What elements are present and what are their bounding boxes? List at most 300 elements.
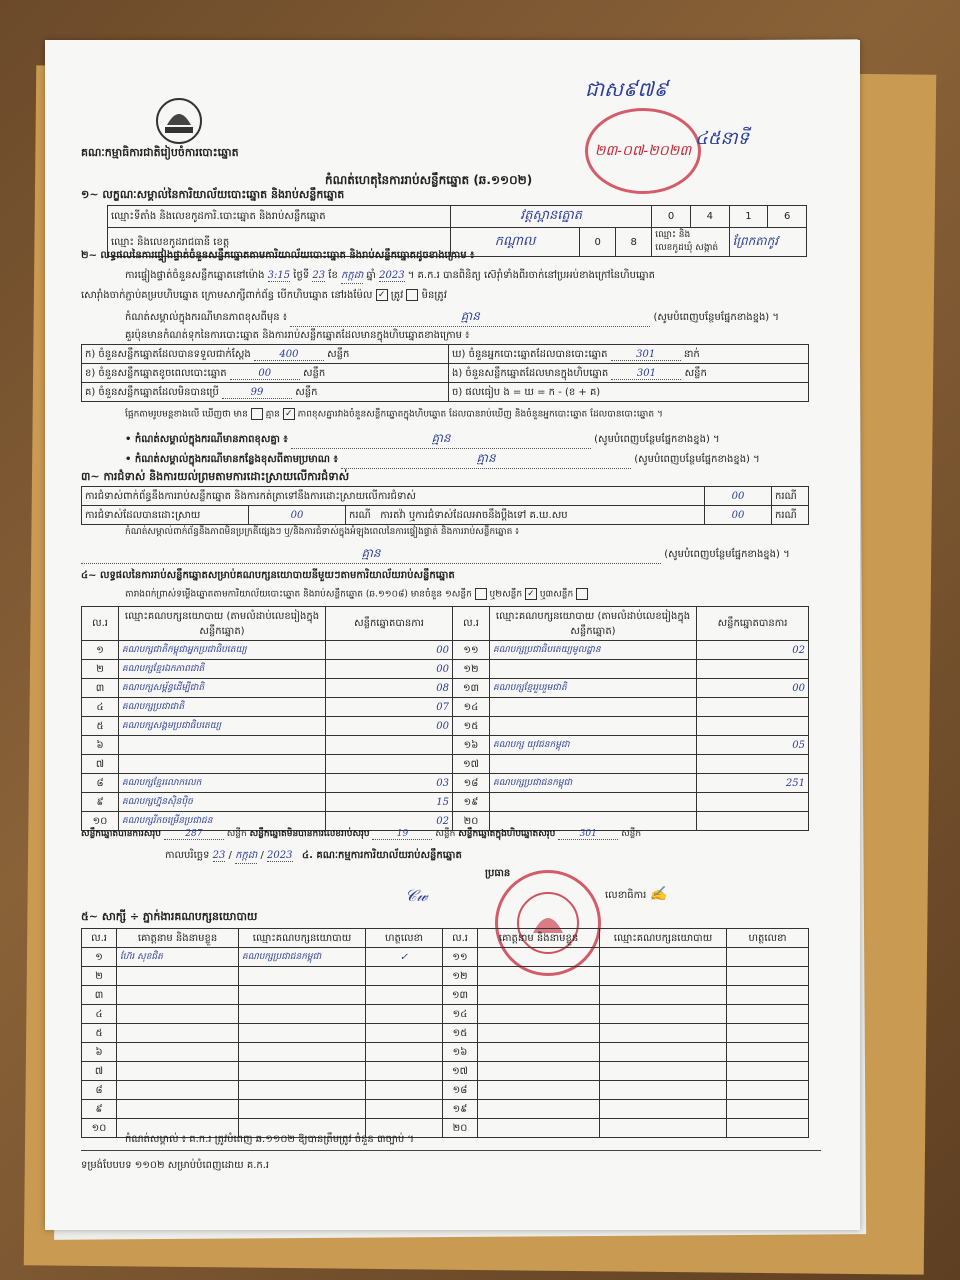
result-votes: 02	[326, 812, 453, 831]
w-col-name: គោត្តនាម និងនាមខ្លួន	[117, 929, 239, 948]
result-party: គណបក្សខ្មែរលោកលេក	[119, 774, 326, 793]
section5-heading: ៥~ សាក្សី ÷ ភ្នាក់ងារគណបក្សនយោបាយ	[81, 910, 258, 923]
witness-party	[600, 1005, 727, 1024]
count-label: ច) ផលធៀប ង = ឃ = ក - (ខ + គ)	[452, 386, 601, 398]
result-party: គណបក្សខ្មែររួបរួមជាតិ	[490, 679, 697, 698]
result-votes: 03	[326, 774, 453, 793]
col-party: ឈ្មោះគណបក្សនយោបាយ (តាមលំដាប់លេខរៀងក្នុងសន្លឹកឆ្នោត)	[119, 607, 326, 641]
witness-name	[117, 1043, 239, 1062]
result-no: ៨	[82, 774, 119, 793]
result-party: គណបក្សប្រជាធិបតេយ្យមូលដ្ឋាន	[490, 641, 697, 660]
result-no: ៤	[82, 698, 119, 717]
secretary-line	[605, 886, 667, 903]
result-party: គណបក្ស យុវជនកម្ពុជា	[490, 736, 697, 755]
day-label: ថ្ងៃទី	[293, 270, 310, 281]
resolved-label: ការជំទាស់ដែលបានដោះស្រាយ	[82, 506, 249, 525]
date-label: កាលបរិច្ឆេទ	[165, 850, 210, 861]
result-party	[490, 660, 697, 679]
code-digit: 1	[729, 206, 768, 228]
result-no: ២០	[453, 812, 490, 831]
witness-signature	[366, 1062, 443, 1081]
w-col-sig: ហត្ថលេខា	[366, 929, 443, 948]
witness-no: ៩	[82, 1100, 117, 1119]
code-digit: 6	[768, 206, 807, 228]
committee-name: គណៈកម្មាធិការជាតិរៀបចំការបោះឆ្នោត	[81, 146, 239, 159]
secretary-label: លេខាធិការ	[605, 890, 647, 901]
result-party: គណបក្សជាតិកម្ពុជាអ្នកប្រជាធិបតេយ្យ	[119, 641, 326, 660]
objections-unit: ករណី	[772, 487, 809, 506]
totals-line	[81, 828, 641, 841]
witness-party	[600, 1100, 727, 1119]
bullet1-label: • កំណត់សម្គាល់ក្នុងករណីមានភាពខុសគ្នា ៖	[125, 434, 288, 445]
bullet2-hint: (សូមបំពេញបន្ថែមផ្នែកខាងខ្នង) ។	[634, 454, 760, 465]
witness-name	[117, 1024, 239, 1043]
witness-party	[600, 1119, 727, 1138]
province-label: ឈ្មោះ និងលេខកូដរាជធានី ខេត្ត	[108, 228, 451, 257]
col-no: ល.រ	[453, 607, 490, 641]
result-votes: 00	[697, 679, 809, 698]
result-row	[82, 793, 809, 812]
result-no: ១១	[453, 641, 490, 660]
witness-name	[478, 1062, 600, 1081]
date-month: កក្កដា	[235, 848, 257, 864]
witness-no: ៥	[82, 1024, 117, 1043]
witness-no: ១	[82, 948, 117, 967]
col-party: ឈ្មោះគណបក្សនយោបាយ (តាមលំដាប់លេខរៀងក្នុងសន្លឹកឆ្នោត)	[490, 607, 697, 641]
result-votes: 02	[697, 641, 809, 660]
location-value: វត្តស្ពានត្នោត	[450, 206, 651, 228]
note-label: កំណត់សម្គាល់ក្នុងករណីមានភាពខុសពីមុន ៖	[125, 312, 288, 323]
count-left	[82, 345, 449, 364]
count-value: 400	[254, 349, 324, 361]
witness-name	[117, 1100, 239, 1119]
witness-party	[239, 1081, 366, 1100]
result-party	[490, 717, 697, 736]
appeal-label: ការតវ៉ា ឬការជំទាស់ដែលអាចនឹងប្តឹងទៅ គ.ឃ.សប	[380, 509, 568, 521]
witness-party	[600, 1081, 727, 1100]
witness-signature	[366, 1043, 443, 1062]
count-value: 99	[222, 387, 292, 399]
witness-no: ២០	[443, 1119, 478, 1138]
sheets-text: តារាងពក់ព្រាស់ទម្លើងឆ្នោតតាមការិយាល័យបោះឆ្នោត និងរាប់សន្លឹកឆ្នោត (ឆ.១១០៨) មានចំនួន ១សន្លឹក	[125, 589, 472, 600]
sheets2-label: ឬ២សន្លឹក	[489, 589, 523, 600]
result-votes	[326, 736, 453, 755]
appeal-cell	[346, 506, 705, 525]
witness-party	[239, 967, 366, 986]
result-party: គណបក្សប្រជាជាតិ	[119, 698, 326, 717]
witness-table	[81, 928, 809, 1138]
commune-label: ឈ្មោះ និងលេខកូដឃុំ សង្កាត់	[652, 228, 729, 257]
witness-no: ៨	[82, 1081, 117, 1100]
received-stamp: ២៣-០៧-២០២៣	[585, 108, 701, 194]
result-votes: 07	[326, 698, 453, 717]
count-unit: សន្លឹក	[327, 348, 350, 360]
witness-party	[600, 948, 727, 967]
witness-no: ១៤	[443, 1005, 478, 1024]
yes-label: ត្រូវ	[390, 290, 404, 301]
witness-party: គណបក្សប្រជាជនកម្ពុជា	[239, 948, 366, 967]
witness-row	[82, 1024, 809, 1043]
result-no: ១៣	[453, 679, 490, 698]
witness-row	[82, 1100, 809, 1119]
result-no: ១២	[453, 660, 490, 679]
witness-no: ៧	[82, 1062, 117, 1081]
count-left	[82, 383, 449, 402]
witness-no: ១៦	[443, 1043, 478, 1062]
w-col-no: ល.រ	[443, 929, 478, 948]
verify-text: ការផ្ទៀងផ្ទាត់ចំនួនសន្លឹកឆ្នោតនៅម៉ោង	[125, 270, 265, 281]
witness-name	[117, 967, 239, 986]
yes-checkbox[interactable]: ✓	[376, 289, 388, 301]
verify-year: 2023	[379, 270, 405, 281]
result-no: ១	[82, 641, 119, 660]
resolved-value: 00	[249, 506, 346, 525]
result-row	[82, 660, 809, 679]
witness-name	[478, 1024, 600, 1043]
witness-party	[600, 986, 727, 1005]
witness-signature	[727, 1062, 809, 1081]
discrepancy-line	[125, 408, 663, 422]
witness-name	[478, 948, 600, 967]
footnote: កំណត់សម្គាល់ ៖ គ.ក.រ ត្រូវបំពេញ ឆ.១១០២ ឱ្យបានត្រឹមត្រូវ ចំនួន ៣ច្បាប់ ។	[125, 1134, 414, 1145]
total-box-unit: សន្លឹក	[621, 829, 642, 839]
seal-text: សោរ៉ាំងចាក់ភ្ជាប់គម្របហិបឆ្នោត ក្រោមសាក្សីពាក់ព័ន្ធ បើកហិបឆ្នោត នៅរងម៉ែល	[81, 290, 373, 301]
result-votes	[697, 755, 809, 774]
witness-signature	[366, 1005, 443, 1024]
bullet2-label: • កំណត់សម្គាល់ក្នុងករណីមានកន្លែងខុសពីតាមប្រមាណ ៖	[125, 454, 338, 465]
no-checkbox[interactable]	[406, 289, 418, 301]
result-no: ១៧	[453, 755, 490, 774]
result-no: ១៥	[453, 717, 490, 736]
witness-name	[117, 1062, 239, 1081]
witness-no: ២	[82, 967, 117, 986]
count-row	[82, 345, 809, 364]
witness-row	[82, 1081, 809, 1100]
result-party: គណបក្សប្រជាជនកម្ពុជា	[490, 774, 697, 793]
witness-row	[82, 986, 809, 1005]
bullet2-line	[125, 450, 760, 469]
results-table	[81, 606, 809, 831]
result-row	[82, 717, 809, 736]
witness-party	[600, 1062, 727, 1081]
result-no: ៧	[82, 755, 119, 774]
section1-heading: ១~ លក្ខណៈសម្គាល់នៃការិយាល័យបោះឆ្នោត និងរាប់សន្លឹកឆ្នោត	[81, 188, 345, 201]
committee-sig-label: ៤. គណៈកម្មការការិយាល័យរាប់សន្លឹកឆ្នោត	[302, 850, 462, 861]
counts-table	[81, 344, 809, 402]
result-row	[82, 679, 809, 698]
w-col-no: ល.រ	[82, 929, 117, 948]
result-party: គណបក្សហ្វ៊ុនស៊ិនប៉ិច	[119, 793, 326, 812]
col-votes: សន្លឹកឆ្នោតបានការ	[326, 607, 453, 641]
witness-signature	[366, 1100, 443, 1119]
result-party	[490, 755, 697, 774]
result-votes: 15	[326, 793, 453, 812]
witness-no: ១៨	[443, 1081, 478, 1100]
count-unit: សន្លឹក	[302, 367, 326, 379]
footer-divider	[81, 1150, 821, 1151]
section3-note-line	[81, 545, 790, 564]
count-row	[82, 364, 809, 383]
w-col-party: ឈ្មោះគណបក្សនយោបាយ	[239, 929, 366, 948]
section2-heading: ២~ លទ្ធផលនៃការផ្ទៀងផ្ទាត់ចំនួនសន្លឹកឆ្នោតតាមការិយាល័យបោះឆ្នោត និងរាប់សន្លឹកឆ្នោតដូចខាងក្រោម ៖	[81, 250, 475, 261]
date-year: 2023	[267, 850, 293, 861]
none-label: គ្មាន	[265, 409, 280, 420]
date-line: កាលបរិច្ឆេទ 23 / កក្កដា / 2023 ៤. គណៈកម្មការការិយាល័យរាប់សន្លឹកឆ្នោត	[165, 848, 462, 864]
bullet1-hint: (សូមបំពេញបន្ថែមផ្នែកខាងខ្នង) ។	[594, 434, 720, 445]
province-value: កណ្តាល	[450, 228, 579, 257]
emblem-icon	[153, 95, 205, 147]
sheets3-label: ឬ៣សន្លឹក	[539, 589, 574, 600]
count-label: ខ) ចំនួនសន្លឹកឆ្នោតខូចពេលបោះឆ្នោត	[85, 367, 227, 379]
witness-name	[117, 1081, 239, 1100]
count-right	[449, 345, 809, 364]
total-box-value: 301	[558, 829, 618, 840]
no-label: មិនត្រូវ	[421, 290, 447, 301]
col-no: ល.រ	[82, 607, 119, 641]
form-title: កំណត់ហេតុនៃការរាប់សន្លឹកឆ្នោត (ឆ.១១០២)	[325, 173, 533, 187]
chair-label: ប្រធាន	[485, 868, 511, 879]
witness-signature	[727, 986, 809, 1005]
witness-name	[478, 1100, 600, 1119]
witness-signature	[727, 967, 809, 986]
witness-signature: ✓	[366, 948, 443, 967]
none-checkbox[interactable]: ✓	[283, 408, 295, 420]
appeal-unit: ករណី	[772, 506, 809, 525]
result-votes	[697, 717, 809, 736]
result-no: ១០	[82, 812, 119, 831]
result-votes	[326, 755, 453, 774]
code-digit: 0	[652, 206, 691, 228]
witness-no: ១១	[443, 948, 478, 967]
witness-party	[239, 1062, 366, 1081]
witness-party	[600, 1024, 727, 1043]
sheets-line	[125, 588, 588, 602]
total-invalid-unit: សន្លឹក	[435, 829, 456, 839]
sheets2-checkbox[interactable]: ✓	[525, 588, 537, 600]
witness-no: ១៣	[443, 986, 478, 1005]
witness-no: ១៩	[443, 1100, 478, 1119]
result-row	[82, 736, 809, 755]
verification-line	[125, 268, 655, 284]
form-sheet	[45, 40, 860, 1230]
total-valid-label: សន្លឹកឆ្នោតបានការសរុប	[81, 829, 161, 839]
witness-party	[239, 1043, 366, 1062]
discrepancy-desc: ភាពខុសគ្នារវាងចំនួនសន្លឹកឆ្នោតក្នុងហិបឆ្នោត ដែលបានរាប់ឃើញ និងចំនួនអ្នកបោះឆ្នោត ដែលបានបោះឆ្នោត ។	[297, 409, 663, 420]
witness-signature	[727, 1100, 809, 1119]
count-unit: នាក់	[683, 348, 700, 360]
bullet1-value: គ្មាន	[291, 430, 591, 449]
witness-signature	[727, 1024, 809, 1043]
result-votes	[697, 812, 809, 831]
result-party	[119, 755, 326, 774]
result-votes: 00	[326, 717, 453, 736]
witness-name	[117, 986, 239, 1005]
witness-no: ១០	[82, 1119, 117, 1138]
sheets3-checkbox[interactable]	[576, 588, 588, 600]
commune-value: ព្រែកតាកូវ	[729, 228, 806, 257]
verify-month: កក្កដា	[341, 268, 363, 284]
objections-table	[81, 486, 809, 525]
discrepancy-text: ផ្អែកតាមរូបមន្តខាងលើ ឃើញថា មាន	[125, 409, 248, 420]
witness-no: ៦	[82, 1043, 117, 1062]
result-party	[490, 793, 697, 812]
result-votes: 00	[326, 660, 453, 679]
result-row	[82, 774, 809, 793]
witness-signature	[366, 986, 443, 1005]
result-party: គណបក្សសម្ព័ន្ធដើម្បីជាតិ	[119, 679, 326, 698]
witness-row	[82, 967, 809, 986]
witness-party	[239, 1100, 366, 1119]
chair-signature: 𝒞𝓌	[405, 886, 428, 905]
result-row	[82, 698, 809, 717]
witness-name: ហ៊ែរ សុខជិត	[117, 948, 239, 967]
total-invalid-value: 19	[372, 829, 432, 840]
section3-note: កំណត់សម្គាល់ពាក់ព័ន្ធនឹងភាពមិនប្រក្រតីផ្សេងៗ ឬ/និងការជំទាស់ក្នុងអំឡុងពេលនៃការផ្ទៀងផ្ទាត់ និងការរាប់សន្លឹកឆ្នោត ៖	[125, 527, 520, 537]
stamp-time: ៤៥នាទី	[695, 128, 750, 149]
sheets1-checkbox[interactable]	[475, 588, 487, 600]
bullet2-value: គ្មាន	[341, 450, 631, 469]
witness-name	[478, 1005, 600, 1024]
w-col-party: ឈ្មោះគណបក្សនយោបាយ	[600, 929, 727, 948]
appeal-value: 00	[705, 506, 772, 525]
year-label: ឆ្នាំ	[366, 270, 376, 281]
result-row	[82, 755, 809, 774]
form-footer: ទម្រង់បែបបទ ១១០២ សម្រាប់បំពេញដោយ គ.ក.រ	[81, 1160, 270, 1171]
note-line	[125, 308, 779, 327]
count-left	[82, 364, 449, 383]
witness-no: ៤	[82, 1005, 117, 1024]
result-votes: 05	[697, 736, 809, 755]
result-party: គណបក្សសង្គមប្រជាធិបតេយ្យ	[119, 717, 326, 736]
col-votes: សន្លឹកឆ្នោតបានការ	[697, 607, 809, 641]
result-no: ១៦	[453, 736, 490, 755]
secretary-signature: ✍	[649, 886, 667, 902]
witness-party	[600, 1043, 727, 1062]
seal-line	[81, 288, 447, 303]
note-hint: (សូមបំពេញបន្ថែមផ្នែកខាងខ្នង) ។	[653, 312, 779, 323]
note-value: គ្មាន	[290, 308, 650, 327]
result-votes	[697, 793, 809, 812]
section4-heading: ៤~ លទ្ធផលនៃការរាប់សន្លឹកឆ្នោតសម្រាប់គណបក្សនយោបាយនីមួយៗតាមការិយាល័យរាប់សន្លឹកឆ្នោត	[81, 570, 455, 581]
resolved-unit: ករណី	[349, 509, 371, 521]
date-day: 23	[212, 850, 226, 861]
witness-row	[82, 1062, 809, 1081]
total-box-label: សន្លឹកឆ្នោតក្នុងហិបឆ្នោតសរុប	[458, 829, 556, 839]
witness-signature	[727, 1043, 809, 1062]
result-row	[82, 641, 809, 660]
section3-hint: (សូមបំពេញបន្ថែមផ្នែកខាងខ្នង) ។	[664, 549, 790, 560]
result-no: ១៤	[453, 698, 490, 717]
witness-party	[239, 1005, 366, 1024]
code-digit: 8	[616, 228, 652, 257]
count-value: 00	[230, 368, 300, 380]
count-unit: សន្លឹក	[684, 367, 707, 379]
witness-signature	[366, 967, 443, 986]
witness-signature	[727, 948, 809, 967]
total-valid-value: 287	[164, 829, 224, 840]
result-no: ៩	[82, 793, 119, 812]
witness-name	[117, 1005, 239, 1024]
objections-value: 00	[705, 487, 772, 506]
count-label: គ) ចំនួនសន្លឹកឆ្នោតដែលមិនបានប្រើ	[85, 386, 219, 398]
witness-no: ៣	[82, 986, 117, 1005]
location-label: ឈ្មោះទីតាំង និងលេខកូដការិ.បោះឆ្នោត និងរាប់សន្លឹកឆ្នោត	[108, 206, 451, 228]
handwritten-number: ជាស៩៧៩	[585, 77, 668, 101]
witness-party	[239, 1024, 366, 1043]
objections-label: ការជំទាស់ពាក់ព័ន្ធនឹងការរាប់សន្លឹកឆ្នោត និងការកត់ត្រាទៅនឹងការដោះស្រាយលើការជំទាស់	[82, 487, 705, 506]
result-no: ១៩	[453, 793, 490, 812]
result-no: ៦	[82, 736, 119, 755]
total-invalid-label: សន្លឹកឆ្នោតមិនបានការលេខរាប់សរុប	[249, 829, 370, 839]
result-no: ២	[82, 660, 119, 679]
witness-row	[82, 948, 809, 967]
counts-intro: គួរប៉ុនមានកំណត់ទុកនៃការបោះឆ្នោត និងការរាប់សន្លឹកឆ្នោតដែលមានក្នុងហិបឆ្នោតខាងក្រោម ៖	[125, 330, 470, 341]
result-party: គណបក្សរីកចម្រើនប្រជាជន	[119, 812, 326, 831]
result-party: គណបក្សខ្មែរឯកភាពជាតិ	[119, 660, 326, 679]
result-votes: 00	[326, 641, 453, 660]
result-party	[490, 698, 697, 717]
result-no: ៥	[82, 717, 119, 736]
witness-signature	[727, 1119, 809, 1138]
section3-note-value: គ្មាន	[81, 545, 661, 564]
verify-time: 3:15	[267, 270, 291, 281]
result-votes: 251	[697, 774, 809, 793]
count-right	[449, 383, 809, 402]
result-party	[119, 736, 326, 755]
witness-row	[82, 1043, 809, 1062]
witness-signature	[366, 1024, 443, 1043]
count-value: 301	[611, 349, 681, 361]
witness-row	[82, 1005, 809, 1024]
w-col-sig: ហត្ថលេខា	[727, 929, 809, 948]
result-votes: 08	[326, 679, 453, 698]
witness-name	[478, 967, 600, 986]
bullet1-line	[125, 430, 720, 449]
witness-party	[239, 986, 366, 1005]
verify-text-end: ។ គ.ក.រ បានពិនិត្យ ស៊េរ៉ាំទាំងពីរចាក់នៅប្រអប់ខាងក្រៅនៃហិបឆ្នោត	[407, 270, 656, 281]
code-digit: 0	[580, 228, 616, 257]
w-col-name: គោត្តនាម និងនាមខ្លួន	[478, 929, 600, 948]
has-checkbox[interactable]	[251, 408, 263, 420]
count-label: ង) ចំនួនសន្លឹកឆ្នោតដែលមានក្នុងហិបឆ្នោត	[452, 367, 609, 379]
verify-day: 23	[312, 270, 326, 281]
witness-signature	[366, 1081, 443, 1100]
witness-signature	[727, 1081, 809, 1100]
witness-name	[478, 1119, 600, 1138]
witness-party	[600, 967, 727, 986]
witness-name	[478, 1081, 600, 1100]
result-votes	[697, 660, 809, 679]
witness-name	[478, 986, 600, 1005]
section3-heading: ៣~ ការជំទាស់ និងការយល់ព្រមតាមការដោះស្រាយលើការជំទាស់	[81, 470, 350, 483]
count-row	[82, 383, 809, 402]
result-no: ៣	[82, 679, 119, 698]
count-label: ក) ចំនួនសន្លឹកឆ្នោតដែលបានទទួលជាក់ស្តែង	[85, 348, 251, 360]
witness-name	[478, 1043, 600, 1062]
month-label: ខែ	[328, 270, 338, 281]
code-digit: 4	[690, 206, 729, 228]
witness-signature	[727, 1005, 809, 1024]
witness-no: ១២	[443, 967, 478, 986]
witness-no: ១៥	[443, 1024, 478, 1043]
total-valid-unit: សន្លឹក	[226, 829, 247, 839]
witness-no: ១៧	[443, 1062, 478, 1081]
count-right	[449, 364, 809, 383]
count-label: ឃ) ចំនួនអ្នកបោះឆ្នោតដែលបានបោះឆ្នោត	[452, 348, 608, 360]
count-value: 301	[611, 368, 681, 380]
result-votes	[697, 698, 809, 717]
result-no: ១៨	[453, 774, 490, 793]
